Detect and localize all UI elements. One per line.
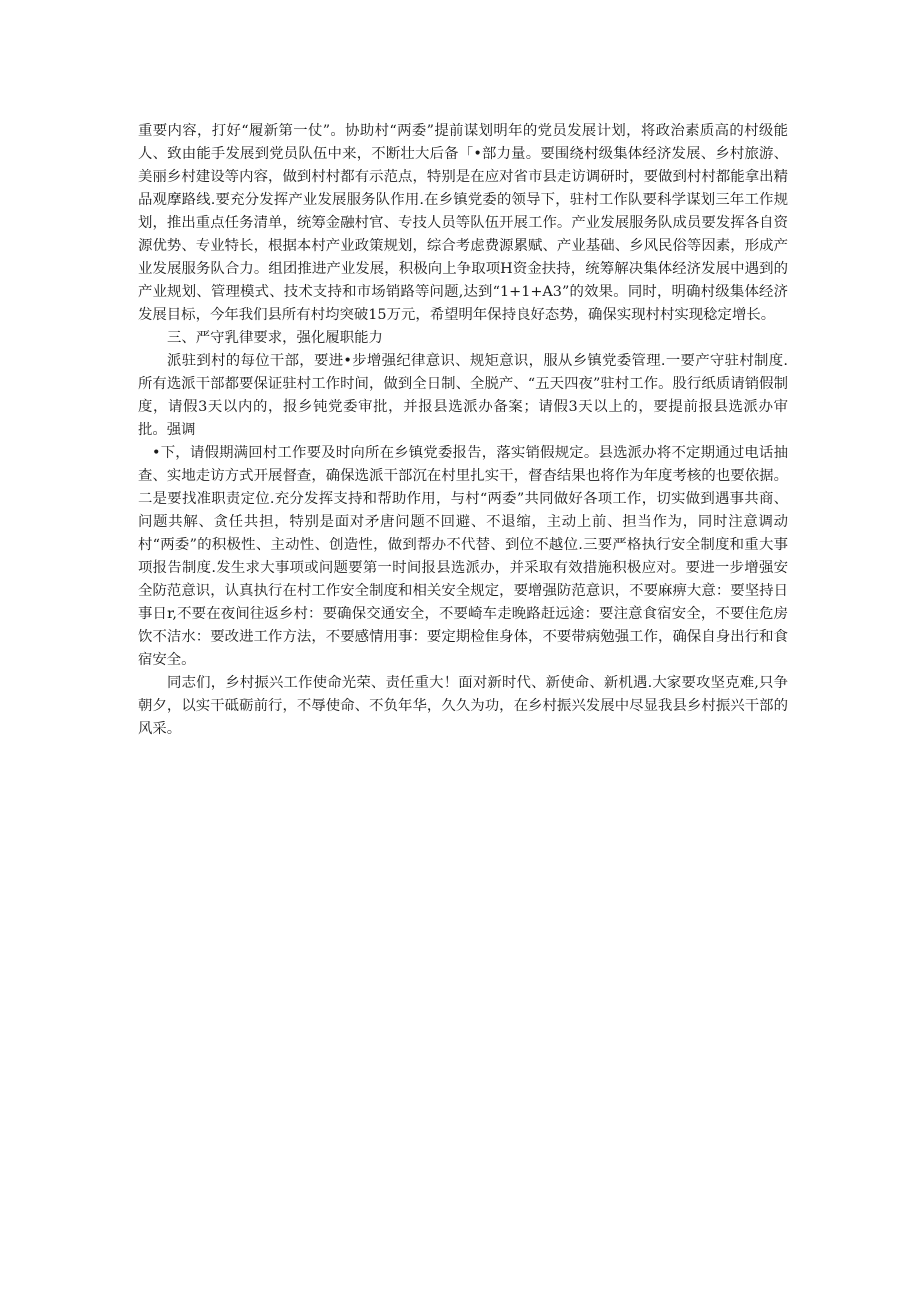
document-page [138,120,788,741]
paragraph-collective-economy: 重要内容，打好“履新第一仗”。协助村“两委”提前谋划明年的党员发展计划，将政治素质高的村级能人、致由能手发展到党员队伍中来，不断壮大后备「•部力量。要围绕村级集体经济发展、乡村旅游、美丽乡村建设等内容，做到村村都有示范点，特别是在应对省市县走访调研时，要做到村村都能拿出精品观摩路线.要充分发挥产业发展服务队作用.在乡镇党委的领导下，驻村工作队要科学谋划三年工作规划，推出重点任务清单，统筹金融村官、专技人员等队伍开展工作。产业发展服务队成员要发挥各自资源优势、专业特长，根据本村产业政策规划，综合考虑费源累赋、产业基础、乡风民俗等因素，形成产业发展服务队合力。组团推进产业发展，积极向上争取项H资金扶持，统筹解决集体经济发展中遇到的产业规划、管理模式、技术支持和市场销路等问题,达到“1+1+A3”的效果。同时，明确村级集体经济发展目标，今年我们县所有村均突破15万元，希望明年保持良好态势，确保实现村村实现稔定增长。 [138,123,788,323]
paragraph-leave-and-safety: •下，请假期满回村工作要及时向所在乡镇党委报告，落实销假规定。县选派办将不定期通过电话抽查、实地走访方式开展督查，确保选派干部沉在村里扎实干，督杳结果也将作为年度考核的也要依据。二是要找准职责定位.充分发挥支持和帮助作用，与村“两委”共同做好各项工作，切实做到遇事共商、问题共解、贪任共担，特别是面对矛唐问题不回避、不退缩，主动上前、担当作为，同时注意调动村“两委”的积极性、主动性、创造性，做到帮办不代替、到位不越位.三要严格执行安全制度和重大事项报告制度.发生求大事项或问题要第一时间报县选派办，并采取有效措施积极应对。要进一步增强安全防范意识，认真执行在村工作安全制度和相关安全规定，要增强防范意识，不要麻痹大意：要坚持日事日r,不要在夜间往返乡村：要确保交通安全，不要崎车走晚路赶远途：要注意食宿安全，不要住危房饮不洁水：要改进工作方法，不要感情用事：要定期检隹身体，不要带病勉强工作，确保自身出行和食宿安全。 [138,445,788,668]
section-heading-discipline: 三、严守乳律要求，强化履职能力 [167,330,383,346]
paragraph-closing: 同志们，乡村振兴工作使命光荣、责任重大！面对新时代、新使命、新机遇.大家要攻坚克难,只争朝夕，以实干砥砺前行，不辱使命、不负年华，久久为功，在乡村振兴发展中尽显我县乡村振兴干部的风采。 [138,675,788,737]
paragraph-discipline-rules: 派驻到村的每位干部，要进•步增强纪律意识、规矩意识，服从乡镇党委管理.一要产守驻村制度.所有选派干部都要保证驻村工作时间，做到全日制、全脱产、“五天四夜”驻村工作。股行纸质请销假制度，请假3天以内的，报乡钝党委审批，并报县选派办备案；请假3天以上的，要提前报县选派办审批。强调 [138,353,788,438]
